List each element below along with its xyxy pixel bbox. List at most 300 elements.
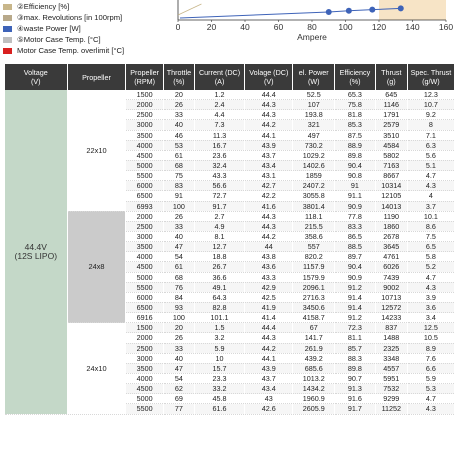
table-cell: 81.1 [335, 333, 376, 343]
table-cell: 2.4 [194, 100, 244, 110]
column-header-unit: (V) [30, 77, 41, 86]
table-cell: 3055.8 [293, 191, 335, 201]
table-cell: 83 [163, 181, 194, 191]
column-header-unit: (%) [349, 77, 361, 86]
table-cell: 89.7 [335, 252, 376, 262]
table-cell: 16.7 [194, 140, 244, 150]
table-cell: 1500 [126, 90, 163, 100]
table-cell: 5000 [126, 272, 163, 282]
table-cell: 42.6 [245, 404, 293, 414]
chart-legend [3, 2, 173, 56]
table-cell: 6500 [126, 302, 163, 312]
table-cell: 20 [163, 323, 194, 333]
legend-item [3, 34, 173, 45]
table-cell: 321 [293, 120, 335, 130]
table-cell: 1859 [293, 171, 335, 181]
table-cell: 8.6 [407, 221, 454, 231]
table-cell: 89.8 [335, 150, 376, 160]
table-cell: 44.2 [245, 120, 293, 130]
table-cell: 12.3 [407, 90, 454, 100]
table-cell: 83.3 [335, 221, 376, 231]
table-cell: 46 [163, 130, 194, 140]
table-cell: 42.9 [245, 282, 293, 292]
table-cell: 62 [163, 384, 194, 394]
table-cell: 36.6 [194, 272, 244, 282]
x-tick-label: 60 [273, 22, 284, 32]
table-cell: 91.4 [335, 302, 376, 312]
table-cell: 43.3 [194, 171, 244, 181]
column-header-label: Thrust [381, 68, 402, 77]
table-cell: 72.7 [194, 191, 244, 201]
table-cell: 7.6 [407, 353, 454, 363]
table-cell: 439.2 [293, 353, 335, 363]
table-cell: 82.8 [194, 302, 244, 312]
column-header-label: Current (DC) [198, 68, 241, 77]
table-cell: 2000 [126, 100, 163, 110]
table-cell: 53 [163, 140, 194, 150]
column-header-unit: (%) [173, 77, 185, 86]
table-cell: 33 [163, 343, 194, 353]
table-cell: 43.8 [245, 252, 293, 262]
table-cell: 4500 [126, 262, 163, 272]
table-cell: 9002 [375, 282, 407, 292]
table-cell: 3000 [126, 120, 163, 130]
table-cell: 91.4 [335, 292, 376, 302]
column-header-unit: (V) [263, 77, 274, 86]
table-cell: 44.3 [245, 211, 293, 221]
table-cell: 1791 [375, 110, 407, 120]
table-cell: 4584 [375, 140, 407, 150]
legend-item [3, 2, 173, 13]
x-tick-label: 0 [175, 22, 181, 32]
table-cell: 77 [163, 404, 194, 414]
table-cell: 91.2 [335, 282, 376, 292]
column-header [245, 64, 293, 90]
table-cell: 5.3 [407, 384, 454, 394]
table-cell: 91.7 [335, 404, 376, 414]
table-cell: 1579.9 [293, 272, 335, 282]
table-cell: 93 [163, 302, 194, 312]
table-cell: 32.4 [194, 160, 244, 170]
table-cell: 91.1 [335, 191, 376, 201]
table-cell: 90.4 [335, 160, 376, 170]
table-cell: 141.7 [293, 333, 335, 343]
table-cell: 6.6 [407, 363, 454, 373]
table-cell: 5500 [126, 282, 163, 292]
table-cell: 10314 [375, 181, 407, 191]
table-cell: 11252 [375, 404, 407, 414]
table-cell: 2407.2 [293, 181, 335, 191]
column-header-label: el. Power [298, 68, 329, 77]
table-cell: 6000 [126, 292, 163, 302]
table-cell: 100 [163, 313, 194, 323]
table-cell: 54 [163, 373, 194, 383]
overlimit-region [379, 0, 446, 20]
table-cell: 44.3 [245, 333, 293, 343]
table-cell: 1157.9 [293, 262, 335, 272]
table-cell: 4.3 [407, 404, 454, 414]
table-cell: 3450.6 [293, 302, 335, 312]
table-cell: 10 [194, 353, 244, 363]
table-cell: 88.3 [335, 353, 376, 363]
table-cell: 5.2 [407, 262, 454, 272]
table-cell: 3645 [375, 242, 407, 252]
table-cell: 5951 [375, 373, 407, 383]
table-cell: 7163 [375, 160, 407, 170]
efficiency-line [178, 4, 201, 15]
table-cell: 42.2 [245, 191, 293, 201]
table-cell: 3.4 [407, 313, 454, 323]
table-cell: 101.1 [194, 313, 244, 323]
voltage-label: (12S LIPO) [14, 250, 58, 261]
table-cell: 4761 [375, 252, 407, 262]
table-cell: 23.6 [194, 150, 244, 160]
table-cell: 76 [163, 282, 194, 292]
table-cell: 41.6 [245, 201, 293, 211]
column-header [67, 64, 126, 90]
x-tick-label: 80 [307, 22, 317, 32]
table-cell: 40 [163, 353, 194, 363]
table-cell: 5000 [126, 394, 163, 404]
table-cell: 90.8 [335, 171, 376, 181]
table-cell: 5802 [375, 150, 407, 160]
table-cell: 44.3 [245, 221, 293, 231]
table-cell: 41.9 [245, 302, 293, 312]
table-cell: 45.8 [194, 394, 244, 404]
table-cell: 44.3 [245, 100, 293, 110]
table-cell: 88.5 [335, 242, 376, 252]
legend-label: ③max. Revolutions [in 100rpm] [17, 13, 123, 23]
x-tick-label: 140 [405, 22, 420, 32]
table-cell: 4557 [375, 363, 407, 373]
legend-label: ②Efficiency [%] [17, 2, 70, 12]
table-cell: 4.3 [407, 181, 454, 191]
table-cell: 5000 [126, 160, 163, 170]
table-cell: 67 [293, 323, 335, 333]
column-header-label: Spec. Thrust [410, 68, 452, 77]
table-cell: 90.9 [335, 201, 376, 211]
voltage-cell [5, 90, 67, 414]
table-cell: 64.3 [194, 292, 244, 302]
table-cell: 215.5 [293, 221, 335, 231]
table-cell: 43.3 [245, 272, 293, 282]
table-cell: 4.9 [194, 221, 244, 231]
column-header-label: Voltage [23, 68, 48, 77]
table-cell: 4000 [126, 252, 163, 262]
column-header-unit: (RPM) [134, 77, 156, 86]
waste-power-point [369, 7, 375, 13]
table-cell: 4000 [126, 373, 163, 383]
table-cell: 4500 [126, 150, 163, 160]
table-cell: 4.7 [407, 272, 454, 282]
table-cell: 6.5 [407, 242, 454, 252]
table-cell: 2500 [126, 343, 163, 353]
table-cell: 5500 [126, 404, 163, 414]
table-cell: 193.8 [293, 110, 335, 120]
table-cell: 1.2 [194, 90, 244, 100]
table-cell: 1500 [126, 323, 163, 333]
column-header [163, 64, 194, 90]
table-cell: 85.3 [335, 120, 376, 130]
table-cell: 3348 [375, 353, 407, 363]
table-cell: 1860 [375, 221, 407, 231]
table-cell: 91 [335, 181, 376, 191]
table-cell: 7.3 [194, 120, 244, 130]
table-cell: 26 [163, 211, 194, 221]
table-cell: 2000 [126, 333, 163, 343]
legend-label: ⑤Motor Case Temp. [°C] [17, 34, 101, 44]
table-cell: 6993 [126, 201, 163, 211]
table-cell: 91.3 [335, 384, 376, 394]
table-cell: 5500 [126, 171, 163, 181]
table-cell: 6.3 [407, 140, 454, 150]
table-cell: 47 [163, 363, 194, 373]
table-cell: 72.3 [335, 323, 376, 333]
table-cell: 44.4 [245, 90, 293, 100]
table-cell: 43 [245, 394, 293, 404]
table-cell: 5.9 [194, 343, 244, 353]
x-tick-label: 40 [240, 22, 250, 32]
table-cell: 107 [293, 100, 335, 110]
table-cell: 2678 [375, 231, 407, 241]
column-header [335, 64, 376, 90]
table-cell: 68 [163, 272, 194, 282]
table-cell: 645 [375, 90, 407, 100]
legend-label: Motor Case Temp. overlimit [°C] [17, 45, 125, 55]
table-cell: 3500 [126, 363, 163, 373]
table-cell: 91.6 [335, 394, 376, 404]
table-cell: 4000 [126, 140, 163, 150]
voltage-label: 44.4V [24, 241, 47, 252]
table-cell: 358.6 [293, 231, 335, 241]
legend-swatch [3, 15, 12, 21]
table-cell: 33 [163, 221, 194, 231]
table-cell: 14013 [375, 201, 407, 211]
table-row [5, 90, 455, 100]
column-header [375, 64, 407, 90]
table-cell: 1960.9 [293, 394, 335, 404]
propeller-cell: 22x10 [67, 90, 126, 211]
table-cell: 26 [163, 333, 194, 343]
waste-power-line [180, 12, 329, 18]
table-cell: 118.1 [293, 211, 335, 221]
legend-item [3, 24, 173, 35]
table-cell: 5.8 [407, 252, 454, 262]
table-cell: 90.4 [335, 262, 376, 272]
table-cell: 1190 [375, 211, 407, 221]
column-header-label: Volage (DC) [249, 68, 289, 77]
propeller-cell: 24x10 [67, 323, 126, 414]
table-cell: 33 [163, 110, 194, 120]
table-cell: 40 [163, 120, 194, 130]
table-cell: 2325 [375, 343, 407, 353]
table-cell: 3500 [126, 242, 163, 252]
chart-svg [164, 0, 458, 56]
column-header-label: Throttle [166, 68, 192, 77]
column-header [126, 64, 163, 90]
table-cell: 10.1 [407, 211, 454, 221]
table-cell: 49.1 [194, 282, 244, 292]
table-cell: 26 [163, 100, 194, 110]
waste-power-point [346, 8, 352, 14]
table-cell: 261.9 [293, 343, 335, 353]
table-cell: 91.7 [194, 201, 244, 211]
table-cell: 43.9 [245, 140, 293, 150]
table-cell: 8.1 [194, 231, 244, 241]
table-cell: 4.7 [407, 394, 454, 404]
table-cell: 44.2 [245, 231, 293, 241]
table-cell: 2500 [126, 110, 163, 120]
table-cell: 44.2 [245, 343, 293, 353]
table-cell: 3000 [126, 353, 163, 363]
column-header [194, 64, 244, 90]
column-header-unit: (g) [386, 77, 396, 86]
table-cell: 12572 [375, 302, 407, 312]
table-cell: 730.2 [293, 140, 335, 150]
table-cell: 1402.6 [293, 160, 335, 170]
table-cell: 8667 [375, 171, 407, 181]
legend-item [3, 13, 173, 24]
table-cell: 23.3 [194, 373, 244, 383]
table-cell: 54 [163, 252, 194, 262]
table-cell: 43.4 [245, 160, 293, 170]
table-header-row [5, 64, 455, 90]
table-cell: 77.8 [335, 211, 376, 221]
table-cell: 1488 [375, 333, 407, 343]
table-cell: 7532 [375, 384, 407, 394]
table-cell: 75 [163, 171, 194, 181]
table-cell: 6000 [126, 181, 163, 191]
table-cell: 10713 [375, 292, 407, 302]
table-cell: 44 [245, 242, 293, 252]
table-cell: 61 [163, 150, 194, 160]
table-cell: 41.4 [245, 313, 293, 323]
table-cell: 2500 [126, 221, 163, 231]
performance-chart [164, 0, 458, 56]
table-cell: 86.5 [335, 231, 376, 241]
table-cell: 88.9 [335, 140, 376, 150]
table-cell: 10.7 [407, 100, 454, 110]
waste-power-point [326, 9, 332, 15]
legend-label: ④waste Power [W] [17, 23, 81, 33]
table-cell: 26.7 [194, 262, 244, 272]
table-cell: 6916 [126, 313, 163, 323]
table-cell: 33.2 [194, 384, 244, 394]
table-cell: 15.7 [194, 363, 244, 373]
table-cell: 4158.7 [293, 313, 335, 323]
table-cell: 6500 [126, 191, 163, 201]
table-row [5, 323, 455, 333]
table-cell: 2000 [126, 211, 163, 221]
table-cell: 90.7 [335, 373, 376, 383]
column-header-unit: (A) [214, 77, 225, 86]
table-cell: 87.5 [335, 130, 376, 140]
x-tick-label: 120 [371, 22, 387, 32]
table-cell: 3510 [375, 130, 407, 140]
column-header-unit: (g/W) [422, 77, 440, 86]
column-header [293, 64, 335, 90]
column-header-label: Propeller [82, 72, 111, 82]
x-tick-label: 160 [438, 22, 454, 32]
table-cell: 5.1 [407, 160, 454, 170]
table-cell: 12105 [375, 191, 407, 201]
table-cell: 81.8 [335, 110, 376, 120]
table-cell: 4 [407, 191, 454, 201]
table-cell: 43.4 [245, 384, 293, 394]
table-cell: 44.1 [245, 353, 293, 363]
table-cell: 8.9 [407, 343, 454, 353]
table-cell: 89.8 [335, 363, 376, 373]
legend-swatch [3, 37, 12, 43]
table-cell: 4500 [126, 384, 163, 394]
table-cell: 42.7 [245, 181, 293, 191]
table-cell: 5.9 [407, 373, 454, 383]
table-cell: 1.5 [194, 323, 244, 333]
table-cell: 56.6 [194, 181, 244, 191]
table-cell: 85.7 [335, 343, 376, 353]
table-cell: 3500 [126, 130, 163, 140]
column-header-label: Propeller [130, 68, 160, 77]
table-cell: 90.9 [335, 272, 376, 282]
table-cell: 44.3 [245, 110, 293, 120]
waste-power-point [398, 5, 404, 11]
table-row [5, 211, 455, 221]
table-cell: 2096.1 [293, 282, 335, 292]
table-cell: 43.9 [245, 363, 293, 373]
table-cell: 557 [293, 242, 335, 252]
column-header [407, 64, 454, 90]
legend-swatch [3, 48, 12, 54]
legend-swatch [3, 26, 12, 32]
table-cell: 8 [407, 120, 454, 130]
table-cell: 40 [163, 231, 194, 241]
table-cell: 44.1 [245, 130, 293, 140]
table-cell: 3000 [126, 231, 163, 241]
table-cell: 2605.9 [293, 404, 335, 414]
table-cell: 100 [163, 201, 194, 211]
table-cell: 69 [163, 394, 194, 404]
table-cell: 820.2 [293, 252, 335, 262]
table-cell: 1013.2 [293, 373, 335, 383]
table-cell: 10.5 [407, 333, 454, 343]
x-tick-label: 20 [206, 22, 217, 32]
table-cell: 11.3 [194, 130, 244, 140]
table-cell: 2.7 [194, 211, 244, 221]
column-header [5, 64, 67, 90]
performance-table [5, 64, 455, 415]
table-cell: 61 [163, 262, 194, 272]
table-cell: 497 [293, 130, 335, 140]
table-cell: 84 [163, 292, 194, 302]
table-cell: 6026 [375, 262, 407, 272]
table-cell: 68 [163, 160, 194, 170]
table-cell: 44.4 [245, 323, 293, 333]
column-header-label: Efficiency [339, 68, 371, 77]
table-cell: 7.5 [407, 231, 454, 241]
table-cell: 4.4 [194, 110, 244, 120]
x-tick-label: 100 [338, 22, 353, 32]
table-cell: 18.8 [194, 252, 244, 262]
table-cell: 14233 [375, 313, 407, 323]
table-cell: 2579 [375, 120, 407, 130]
table-cell: 9299 [375, 394, 407, 404]
table-cell: 3.9 [407, 292, 454, 302]
table-cell: 91 [163, 191, 194, 201]
column-header-unit: (W) [307, 77, 320, 86]
table-cell: 43.6 [245, 262, 293, 272]
table-cell: 3.2 [194, 333, 244, 343]
table-cell: 1029.2 [293, 150, 335, 160]
